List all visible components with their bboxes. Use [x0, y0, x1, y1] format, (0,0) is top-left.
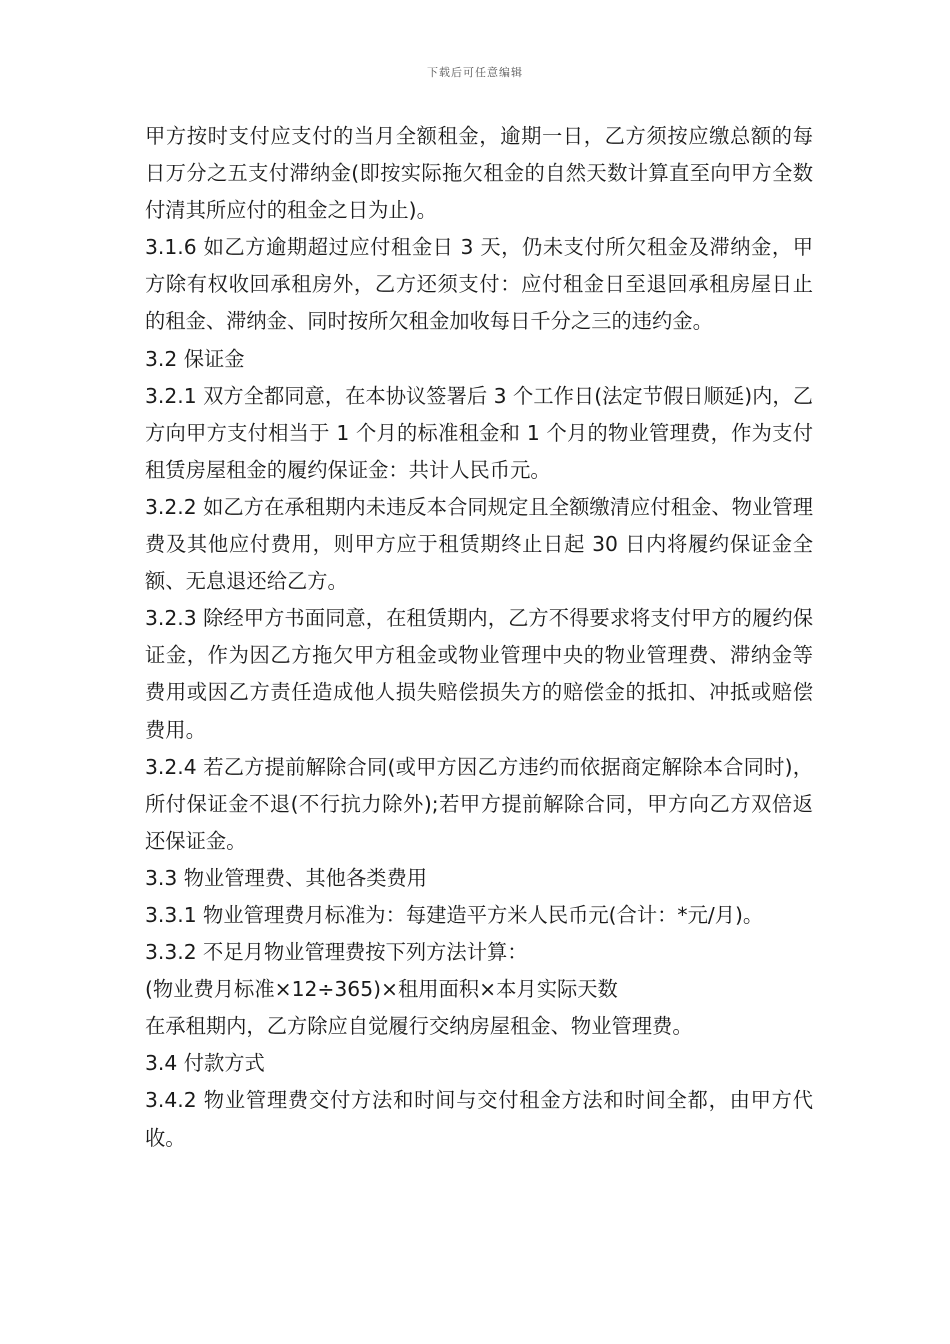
paragraph-late-fee: 甲方按时支付应支付的当月全额租金，逾期一日，乙方须按应缴总额的每日万分之五支付滞纳金(即按实际拖欠租金的自然天数计算直至向甲方全数付清其所应付的租金之日为止)。 [145, 124, 813, 223]
paragraph-3-2-1: 3.2.1 双方全都同意，在本协议签署后 3 个工作日(法定节假日顺延)内，乙方向甲方支付相当于 1 个月的标准租金和 1 个月的物业管理费，作为支付租赁房屋租金的履约保证金：共计人民币元。 [145, 383, 813, 482]
formula-line: (物业费月标准×12÷365)×租用面积×本月实际天数 [145, 977, 618, 1002]
section-heading-3-3: 3.3 物业管理费、其他各类费用 [145, 865, 428, 890]
paragraph-3-2-4: 3.2.4 若乙方提前解除合同(或甲方因乙方违约而依据商定解除本合同时)，所付保证金不退(不行抗力除外);若甲方提前解除合同，甲方向乙方双倍返还保证金。 [145, 754, 813, 853]
paragraph-3-3-2: 3.3.2 不足月物业管理费按下列方法计算： [145, 940, 528, 965]
paragraph-3-4-2: 3.4.2 物业管理费交付方法和时间与交付租金方法和时间全都，由甲方代收。 [145, 1088, 813, 1150]
section-heading-3-2: 3.2 保证金 [145, 346, 245, 371]
paragraph-3-2-3: 3.2.3 除经甲方书面同意，在租赁期内，乙方不得要求将支付甲方的履约保证金，作为因乙方拖欠甲方租金或物业管理中央的物业管理费、滞纳金等费用或因乙方责任造成他人损失赔偿损失方的赔偿金的抵扣、冲抵或赔偿费用。 [145, 606, 813, 742]
paragraph-3-2-2: 3.2.2 如乙方在承租期内未违反本合同规定且全额缴清应付租金、物业管理费及其他应付费用，则甲方应于租赁期终止日起 30 日内将履约保证金全额、无息退还给乙方。 [145, 494, 813, 594]
document-body [145, 118, 813, 1157]
page-header: 下载后可任意编辑 [427, 66, 523, 79]
paragraph-3-1-6: 3.1.6 如乙方逾期超过应付租金日 3 天，仍未支付所欠租金及滞纳金，甲方除有权收回承租房外，乙方还须支付：应付租金日至退回承租房屋日止的租金、滞纳金、同时按所欠租金加收每日千分之三的违约金。 [145, 235, 813, 334]
paragraph-3-3-1: 3.3.1 物业管理费月标准为：每建造平方米人民币元(合计：*元/月)。 [145, 902, 764, 927]
section-heading-3-4: 3.4 付款方式 [145, 1051, 265, 1076]
paragraph-obligation: 在承租期内，乙方除应自觉履行交纳房屋租金、物业管理费。 [145, 1014, 693, 1039]
